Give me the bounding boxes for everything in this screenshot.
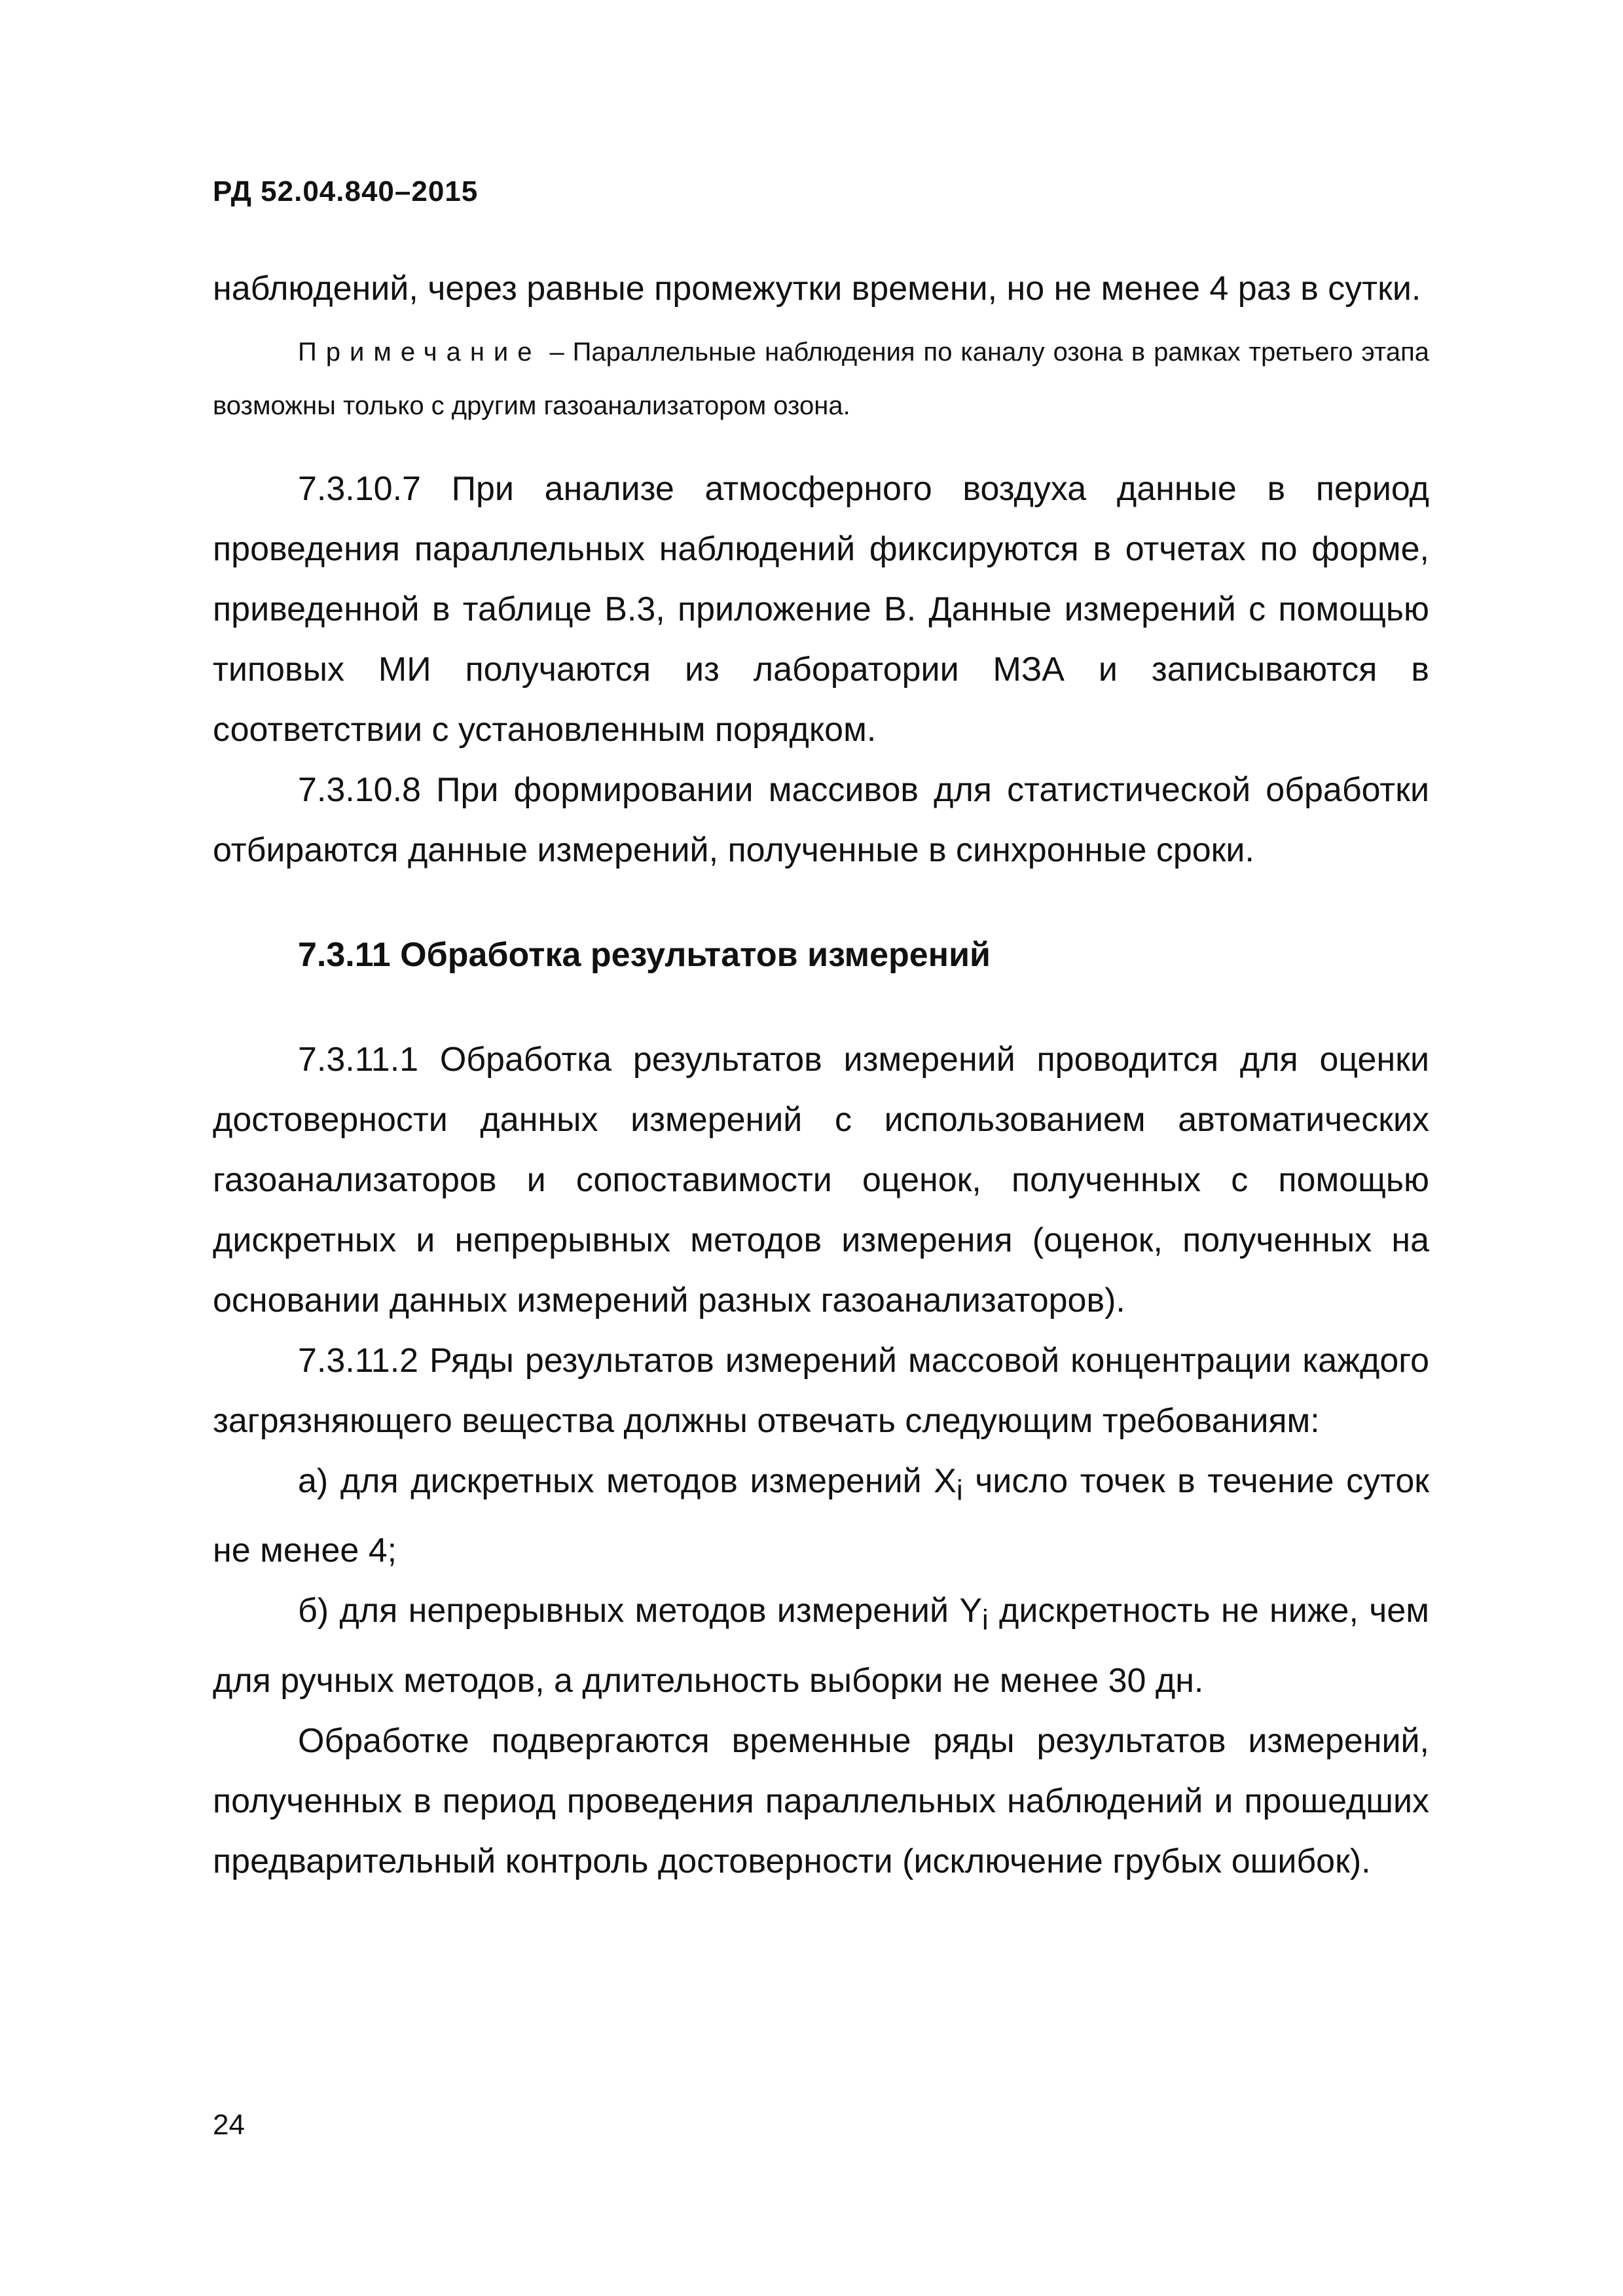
paragraph-7-3-10-8: 7.3.10.8 При формировании массивов для статистической обработки отбираются данные измерений, полученные в синхронные сроки. (213, 771, 1429, 869)
list-item-a-text: а) для дискретных методов измерений X (298, 1462, 957, 1500)
list-item-a-subscript: i (956, 1475, 963, 1507)
note (213, 325, 1429, 433)
document-body (213, 259, 1429, 1892)
list-item-a-text-end: число точек в течение суток не менее 4; (213, 1462, 1429, 1570)
list-item-b-text: б) для непрерывных методов измерений Y (298, 1592, 983, 1630)
paragraph-final: Обработке подвергаются временные ряды результатов измерений, полученных в период проведения параллельных наблюдений и прошедших предварительный контроль достоверности (исключение грубых ошибок). (213, 1721, 1429, 1880)
note-text: – Параллельные наблюдения по каналу озона в рамках третьего этапа возможны только с другим газоанализатором озона. (213, 338, 1429, 420)
paragraph-7-3-11-1: 7.3.11.1 Обработка результатов измерений проводится для оценки достоверности данных измерений с использованием автоматических газоанализаторов и сопоставимости оценок, полученных с помощью дискретных и непрерывных методов измерения (оценок, полученных на основании данных измерений разных газоанализаторов). (213, 1041, 1429, 1319)
page-number: 24 (213, 2109, 245, 2141)
list-item-a (213, 1451, 1429, 1581)
paragraph-continuation: наблюдений, через равные промежутки времени, но не менее 4 раз в сутки. (213, 270, 1421, 308)
list-item-b-text-end: дискретность не ниже, чем для ручных методов, а длительность выборки не менее 30 дн. (213, 1592, 1429, 1700)
list-item-b (213, 1581, 1429, 1710)
section-heading-7-3-11: 7.3.11 Обработка результатов измерений (298, 936, 991, 974)
paragraph-7-3-11-2: 7.3.11.2 Ряды результатов измерений массовой концентрации каждого загрязняющего вещества должны отвечать следующим требованиям: (213, 1342, 1429, 1440)
paragraph-7-3-10-7: 7.3.10.7 При анализе атмосферного воздуха данные в период проведения параллельных наблюдений фиксируются в отчетах по форме, приведенной в таблице В.3, приложение В. Данные измерений с помощью типовых МИ получаются из лаборатории МЗА и записываются в соответствии с установленным порядком. (213, 470, 1429, 749)
list-item-b-subscript: i (982, 1604, 989, 1636)
note-label: Примечание (298, 338, 541, 367)
document-code: РД 52.04.840–2015 (213, 175, 479, 207)
